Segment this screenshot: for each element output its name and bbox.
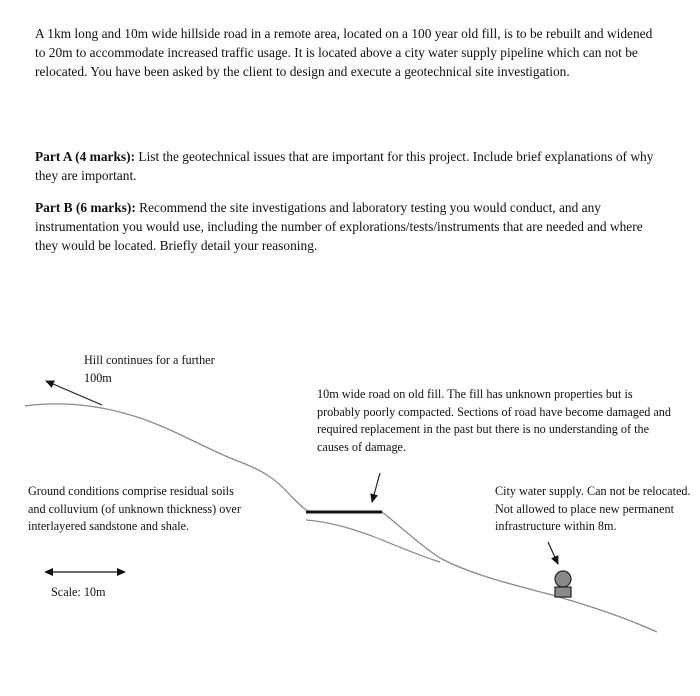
road-pointer-arrow bbox=[372, 473, 380, 502]
water-pipe-pointer-arrow bbox=[548, 542, 558, 564]
water-pipe-icon bbox=[555, 571, 571, 597]
part-a-text: List the geotechnical issues that are important for this project. Include brief explanations of why they are important. bbox=[35, 149, 654, 183]
water-supply-label: City water supply. Can not be relocated. Not allowed to place new permanent infrastructure within 8m. bbox=[495, 484, 691, 533]
road-label: 10m wide road on old fill. The fill has unknown properties but is probably poorly compacted. Sections of road have become damaged and required replacement in the past but there is no understanding of the causes of damage. bbox=[317, 387, 671, 454]
hill-label: Hill continues for a further 100m bbox=[84, 353, 215, 385]
scale-bar-arrow bbox=[44, 568, 126, 576]
original-slope-line bbox=[306, 520, 440, 562]
scale-label: Scale: 10m bbox=[51, 585, 106, 599]
ground-conditions-label: Ground conditions comprise residual soils and colluvium (of unknown thickness) over interlayered sandstone and shale. bbox=[28, 484, 241, 533]
part-b-text: Recommend the site investigations and laboratory testing you would conduct, and any instrumentation you would use, including the number of explorations/tests/instruments that are needed and where they would be located. Briefly detail your reasoning. bbox=[35, 200, 643, 253]
part-a-heading: Part A (4 marks): bbox=[35, 149, 136, 164]
part-b-heading: Part B (6 marks): bbox=[35, 200, 136, 215]
intro-paragraph: A 1km long and 10m wide hillside road in a remote area, located on a 100 year old fill, is to be rebuilt and widened to 20m to accommodate increased traffic usage. It is located above a city water supply pipeline which can not be relocated. You have been asked by the client to design and execute a geotechnical site investigation. bbox=[35, 26, 653, 79]
